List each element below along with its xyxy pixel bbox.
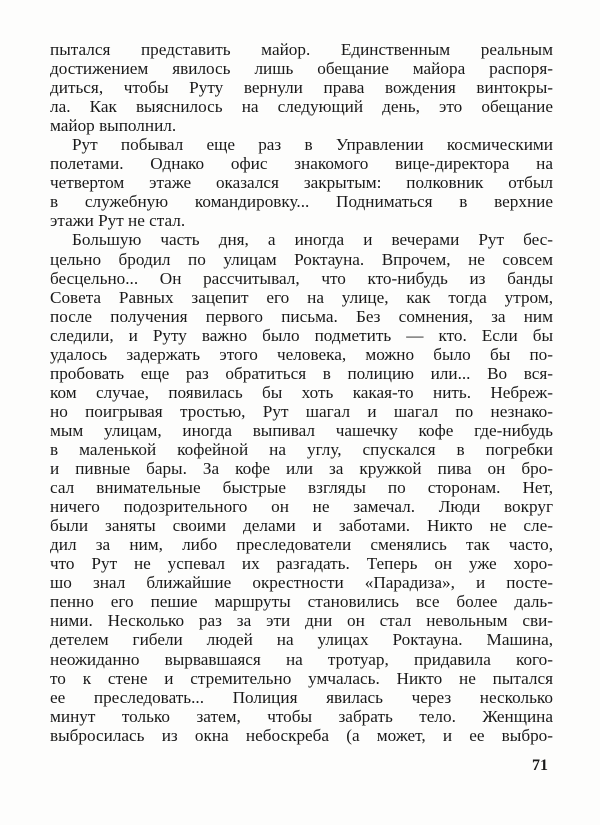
text-line: Рут побывал еще раз в Управлении космическими xyxy=(72,135,553,155)
text-line: полетами. Однако офис знакомого вице-директора на xyxy=(50,154,553,174)
page-number: 71 xyxy=(532,757,548,774)
text-line: дил за ним, либо преследователи сменялись так часто, xyxy=(50,535,553,555)
text-line: выбросилась из окна небоскреба (а может, и ее выбро- xyxy=(50,725,553,745)
text-line: ла. Как выяснилось на следующий день, это обещание xyxy=(50,97,553,117)
text-line: ее преследовать... Полиция явилась через несколько xyxy=(50,687,553,707)
text-line: неожиданно вырвавшаяся на тротуар, придавила кого- xyxy=(50,649,553,669)
text-line: ничего подозрительного он не замечал. Люди вокруг xyxy=(50,497,553,517)
text-line: то к стене и стремительно умчалась. Никто не пытался xyxy=(50,668,553,688)
text-line: этажи Рут не стал. xyxy=(50,211,186,231)
text-line: следили, и Руту важно было подметить — кто. Если бы xyxy=(50,325,553,345)
text-line: в маленькой кофейной на углу, спускался в погребки xyxy=(50,439,553,459)
text-line: пытался представить майор. Единственным реальным xyxy=(50,40,553,59)
text-line: пенно его пешие маршруты становились все более даль- xyxy=(50,592,553,612)
text-line: Совета Равных зацепит его на улице, как тогда утром, xyxy=(50,287,553,307)
text-line: цельно бродил по улицам Роктауна. Впрочем, не совсем xyxy=(50,249,553,269)
body-text xyxy=(50,40,553,745)
text-line: минут только затем, чтобы забрать тело. Женщина xyxy=(50,706,553,726)
text-line: в служебную командировку... Подниматься в верхние xyxy=(50,192,553,212)
text-line: что Рут не успевал их разгадать. Теперь он уже хоро- xyxy=(50,554,553,574)
text-line: мым улицам, иногда выпивал чашечку кофе где-нибудь xyxy=(50,420,553,440)
text-line: четвертом этаже оказался закрытым: полковник отбыл xyxy=(50,173,553,193)
text-line: шо знал ближайшие окрестности «Парадиза», и посте- xyxy=(50,573,553,593)
text-line: были заняты своими делами и заботами. Никто не сле- xyxy=(50,516,553,536)
text-line: ком случае, появилась бы хоть какая-то нить. Небреж- xyxy=(50,382,553,402)
text-line: детелем гибели людей на улицах Роктауна. Машина, xyxy=(50,630,553,650)
text-line: диться, чтобы Руту вернули права вождения винтокры- xyxy=(50,78,553,98)
text-line: сал внимательные быстрые взгляды по сторонам. Нет, xyxy=(50,478,553,498)
text-line: удалось задержать этого человека, можно было бы по- xyxy=(50,344,553,364)
text-line: ними. Несколько раз за эти дни он стал невольным сви- xyxy=(50,611,553,631)
text-line: и пивные бары. За кофе или за кружкой пива он бро- xyxy=(50,459,553,479)
text-line: но поигрывая тростью, Рут шагал и шагал по незнако- xyxy=(50,401,553,421)
text-line: майор выполнил. xyxy=(50,116,177,136)
text-line: Большую часть дня, а иногда и вечерами Рут бес- xyxy=(72,230,553,250)
text-line: бесцельно... Он рассчитывал, что кто-нибудь из банды xyxy=(50,268,553,288)
text-line: достижением явилось лишь обещание майора распоря- xyxy=(50,59,553,79)
text-line: после получения первого письма. Без сомнения, за ним xyxy=(50,306,553,326)
text-line: пробовать еще раз обратиться в полицию или... Во вся- xyxy=(50,363,553,383)
